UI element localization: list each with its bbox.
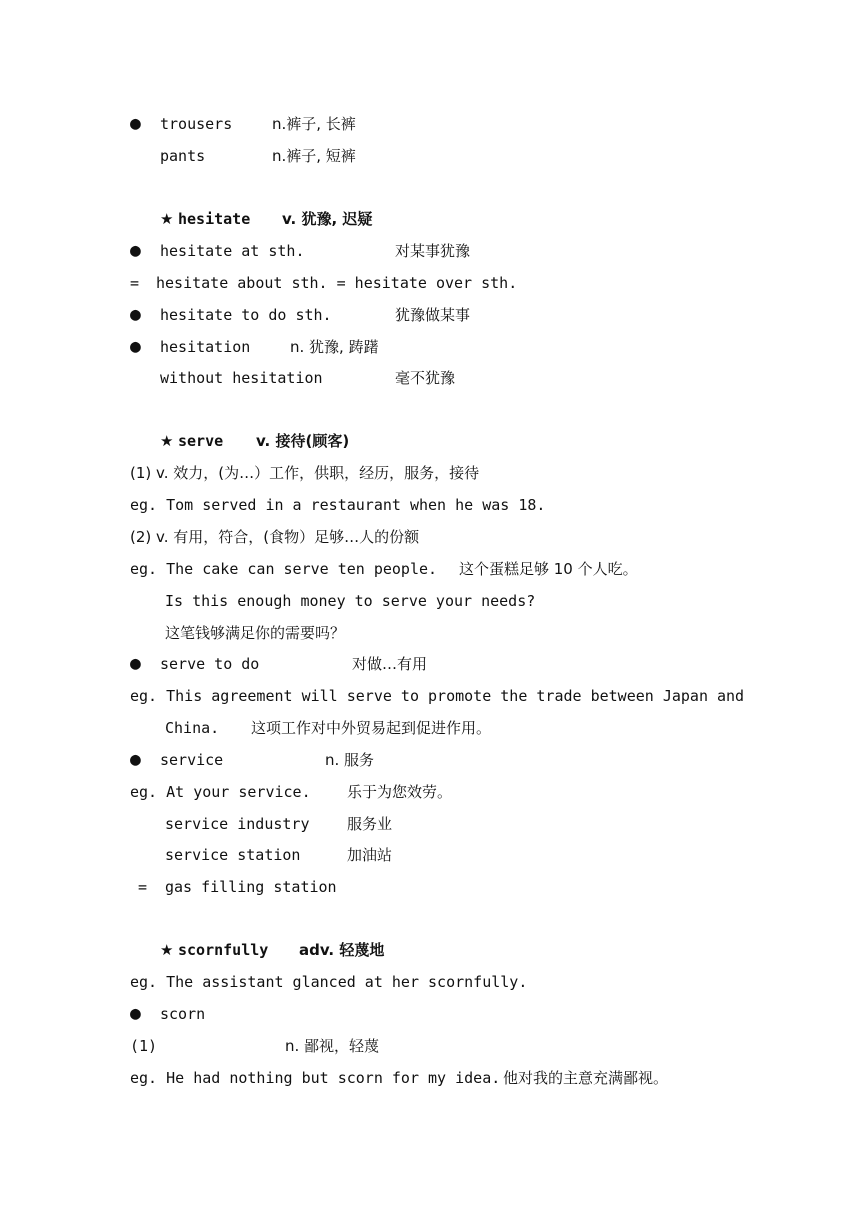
- example-1: eg. Tom served in a restaurant when he was 18.: [130, 496, 546, 514]
- heading-serve-word: serve: [178, 432, 224, 450]
- bullet-icon: ●: [130, 749, 141, 770]
- example-6: service industry: [165, 815, 310, 833]
- entry-pants-word: pants: [160, 147, 206, 165]
- bullet-icon: ●: [130, 113, 141, 134]
- example-scornfully: eg. The assistant glanced at her scornfully.: [130, 973, 528, 991]
- phrase-hesitate-about-over: hesitate about sth. = hesitate over sth.: [156, 274, 518, 292]
- example-4: eg. This agreement will serve to promote the trade between Japan and: [130, 687, 745, 705]
- heading-scornfully-definition: adv. 轻蔑地: [299, 941, 385, 959]
- meaning-2: (2) v. 有用，符合，(食物）足够…人的份额: [130, 528, 420, 546]
- heading-hesitate-definition: v. 犹豫, 迟疑: [282, 210, 373, 228]
- example-2-translation: 这个蛋糕足够 10 个人吃。: [459, 560, 638, 578]
- example-4-translation: 这项工作对中外贸易起到促进作用。: [251, 719, 492, 737]
- bullet-icon: ●: [130, 240, 141, 261]
- example-4-continued: China.: [165, 719, 220, 737]
- equals-sign: =: [138, 878, 148, 896]
- bullet-icon: ●: [130, 304, 141, 325]
- entry-trousers-word: trousers: [160, 115, 233, 133]
- word-scorn: scorn: [160, 1005, 206, 1023]
- meaning-1: (1) v. 效力，(为…）工作，供职，经历，服务，接待: [130, 464, 480, 482]
- word-hesitation-definition: n. 犹豫, 踌躇: [290, 338, 379, 356]
- phrase-without-hesitation: without hesitation: [160, 369, 323, 387]
- phrase-without-hesitation-translation: 毫不犹豫: [395, 369, 456, 387]
- example-3-translation: 这笔钱够满足你的需要吗？: [165, 624, 346, 642]
- phrase-serve-to-do: serve to do: [160, 655, 260, 673]
- example-scorn: eg. He had nothing but scorn for my idea.: [130, 1069, 501, 1087]
- heading-scornfully-word: scornfully: [178, 941, 269, 959]
- equals-sign: =: [130, 274, 140, 292]
- star-icon: ★: [160, 210, 174, 228]
- word-scorn-definition: n. 鄙视，轻蔑: [285, 1037, 380, 1055]
- example-2: eg. The cake can serve ten people.: [130, 560, 438, 578]
- example-7: service station: [165, 846, 301, 864]
- entry-pants-definition: n.裤子, 短裤: [272, 147, 356, 165]
- entry-trousers-definition: n.裤子, 长裤: [272, 115, 356, 133]
- example-3: Is this enough money to serve your needs?: [165, 592, 536, 610]
- word-service-definition: n. 服务: [325, 751, 375, 769]
- example-6-translation: 服务业: [347, 815, 393, 833]
- bullet-icon: ●: [130, 653, 141, 674]
- example-8: gas filling station: [165, 878, 337, 896]
- example-7-translation: 加油站: [347, 846, 393, 864]
- phrase-serve-to-do-translation: 对做…有用: [352, 655, 428, 673]
- example-5-translation: 乐于为您效劳。: [347, 783, 453, 801]
- bullet-icon: ●: [130, 336, 141, 357]
- bullet-icon: ●: [130, 1003, 141, 1024]
- example-5: eg. At your service.: [130, 783, 311, 801]
- phrase-hesitate-to-do: hesitate to do sth.: [160, 306, 332, 324]
- phrase-hesitate-at-translation: 对某事犹豫: [395, 242, 471, 260]
- phrase-hesitate-to-do-translation: 犹豫做某事: [395, 306, 471, 324]
- example-scorn-translation: 他对我的主意充满鄙视。: [503, 1069, 669, 1087]
- heading-serve-definition: v. 接待(顾客): [256, 432, 350, 450]
- star-icon: ★: [160, 432, 174, 450]
- meaning-number: (1): [130, 1037, 158, 1055]
- heading-hesitate-word: hesitate: [178, 210, 251, 228]
- star-icon: ★: [160, 941, 174, 959]
- phrase-hesitate-at: hesitate at sth.: [160, 242, 305, 260]
- word-hesitation: hesitation: [160, 338, 251, 356]
- word-service: service: [160, 751, 224, 769]
